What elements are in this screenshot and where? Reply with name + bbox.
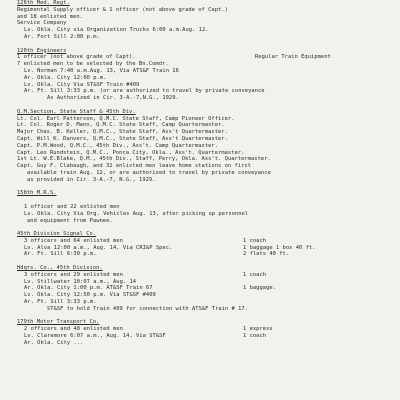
line-text: Ar. Ft. Sill 3:33 p.m. (or are authorized to travel by private conveyance [24, 88, 265, 95]
line-text: Lv. Okla. City 12:50 p.m. Via ST&SF #409 [24, 292, 156, 299]
section-b5 [17, 265, 388, 313]
line-text: as provided in Cir. 3-A.-7, N.G., 1929. [27, 176, 156, 183]
line-text: 7 enlisted men to be selected by the Bn.Comdr. [17, 61, 169, 68]
line-text: 1 officer (not above grade of Capt). [17, 54, 136, 61]
blank-line [17, 102, 388, 109]
text-row [17, 14, 388, 21]
equipment-note: 1 coach [243, 271, 267, 278]
text-row [17, 218, 388, 225]
section-b1 [17, 48, 388, 102]
blank-line [17, 184, 388, 191]
line-text: Capt. Will K. Danvers, Q.M.C., State Staff, Ass't Quartermaster. [17, 135, 228, 142]
text-row [17, 143, 388, 150]
equipment-note: 1 coach [243, 237, 267, 244]
line-text: 1st Lt. W.E.Blake, Q.M., 45th Div., Staff, Perry, Okla. Ass't. Quartermaster. [17, 156, 271, 163]
line-text: 3 officers and 29 enlisted men [24, 271, 123, 278]
text-row [17, 82, 388, 89]
section-heading-row [17, 190, 388, 197]
line-text: and 18 enlisted men. [17, 13, 83, 20]
text-row [17, 204, 388, 211]
equipment-note: Regular Train Equipment [255, 54, 331, 61]
line-text: Lt. Col. Roger D. Mann, Q.M.C. State Staff, Camp Quartermaster. [17, 122, 225, 129]
section-heading-row [17, 0, 388, 7]
line-text: Major Chas. B. Keller, Q.M.C., State Staff, Ass't Quartermaster. [17, 129, 228, 136]
section-b0 [17, 0, 388, 41]
section-heading-row [17, 265, 388, 272]
section-heading: 158th M.R.S. [17, 190, 57, 197]
text-row [17, 20, 388, 27]
equipment-note: 1 baggage 1 box 40 ft. [243, 244, 316, 251]
text-row [17, 326, 388, 333]
line-text: Lv. Okla. City via Organization Trucks 6:00 a.m.Aug. 12. [24, 27, 209, 34]
equipment-note: 1 express [243, 326, 273, 333]
text-row [17, 333, 388, 340]
text-row [17, 211, 388, 218]
text-row [17, 251, 388, 258]
text-row [17, 285, 388, 292]
section-b3 [17, 190, 388, 224]
line-text: Service Company [17, 20, 67, 27]
line-text: Ar. Okla. City 12:00 p.m. [24, 74, 107, 81]
section-b6 [17, 319, 388, 346]
text-row [17, 299, 388, 306]
equipment-note: 1 baggage. [243, 285, 276, 292]
text-row [17, 292, 388, 299]
text-row [17, 95, 388, 102]
text-row [17, 306, 388, 313]
line-text: Lv. Okla. City Via ST&SF Train #409 [24, 81, 140, 88]
text-row [17, 27, 388, 34]
text-row [17, 68, 388, 75]
text-row [17, 150, 388, 157]
line-text: Lv. Claremore 6:07 a.m., Aug. 14, Via ST&SF [24, 333, 166, 340]
line-text: Lv. Norman 7:40 a.m.Aug. 13, Via ATS&F Train 16 [24, 67, 179, 74]
section-heading: Q.M.Section, State Staff & 45th Div. [17, 108, 136, 115]
section-heading-row [17, 231, 388, 238]
line-text: and equipment from Pawnee. [27, 217, 113, 224]
section-heading-row [17, 109, 388, 116]
line-text: As Authorized in Cir. 3-A.-7,N.G., 1929. [47, 95, 179, 102]
text-row [17, 88, 388, 95]
line-text: Ar. Ft. Sill 3:33 p.m. [24, 299, 97, 306]
text-row [17, 245, 388, 252]
text-row [17, 340, 388, 347]
text-row [17, 177, 388, 184]
line-text: Ar. Okla. City 1:00 p.m. AT&SF Train 67 [24, 285, 153, 292]
text-row [17, 136, 388, 143]
text-row [17, 116, 388, 123]
text-row [17, 54, 388, 61]
text-row [17, 129, 388, 136]
equipment-note: 2 flats 40 ft. [243, 251, 290, 258]
line-text: Ar. Okla. City ... [24, 339, 84, 346]
line-text: Ar. Fort Sill 2:00 p.m. [24, 33, 100, 40]
line-text: available train Aug. 12, or are authorized to travel by private conveyance [27, 169, 271, 176]
section-heading: 179th Motor Transport Co. [17, 319, 100, 326]
section-b4 [17, 231, 388, 258]
line-text: Regimental Supply officer & 1 officer (not above grade of Capt.) [17, 6, 228, 13]
line-text: Lt. Col. Earl Patterson, Q.M.C. State Staff, Camp Pioneer Officer. [17, 115, 235, 122]
equipment-note: 1 coach [243, 333, 267, 340]
section-heading-row [17, 319, 388, 326]
text-row [17, 122, 388, 129]
line-text: Lv. Okla. City Via Org. Vehicles Aug. 13, after picking up personnel [24, 210, 249, 217]
text-row [17, 75, 388, 82]
line-text: Capt. Leo Rundstein, Q.M.C., Ponca City, Okla., Ass't. Quartermaster. [17, 149, 245, 156]
blank-line [17, 41, 388, 48]
text-row [17, 61, 388, 68]
section-heading-row [17, 48, 388, 55]
line-text: Ar. Ft. Sill 6:30 p.m. [24, 251, 97, 258]
text-row [17, 197, 388, 204]
text-row [17, 272, 388, 279]
text-row [17, 170, 388, 177]
text-row [17, 238, 388, 245]
blank-line [17, 313, 388, 320]
text-row [17, 163, 388, 170]
section-heading: Hdqrs. Co., 45th Division. [17, 265, 103, 272]
line-text: Capt. P.M.Wood, Q.M.C., 45th Div., Ass't. Camp Quartermaster. [17, 142, 219, 149]
blank-line [17, 224, 388, 231]
line-text: ST&SF to hold Train 409 for connection with ATS&F Train # 17. [47, 305, 249, 312]
text-row [17, 34, 388, 41]
text-row [17, 156, 388, 163]
section-heading: 45th Division Signal Co. [17, 231, 97, 238]
line-text: Capt. Guy F. Clabaugh, and 32 enlisted men leave home stations on first [17, 163, 251, 170]
section-heading: 120th Engineers [17, 47, 67, 54]
text-row [17, 279, 388, 286]
line-text: 2 officers and 48 enlisted men [24, 326, 123, 333]
blank-line [17, 258, 388, 265]
section-b2 [17, 109, 388, 184]
line-text: 3 officers and 64 enlisted men [24, 237, 123, 244]
section-heading: 126th Med. Regt. [17, 0, 70, 6]
text-row [17, 7, 388, 14]
line-text: 1 officer and 22 enlisted men [24, 203, 120, 210]
line-text: Lv. Alva 12:00 a.m., Aug. 14, Via CRI&P Spec. [24, 244, 173, 251]
line-text: Lv. Stillwater 10:07 a.m., Aug. 14 [24, 278, 137, 285]
